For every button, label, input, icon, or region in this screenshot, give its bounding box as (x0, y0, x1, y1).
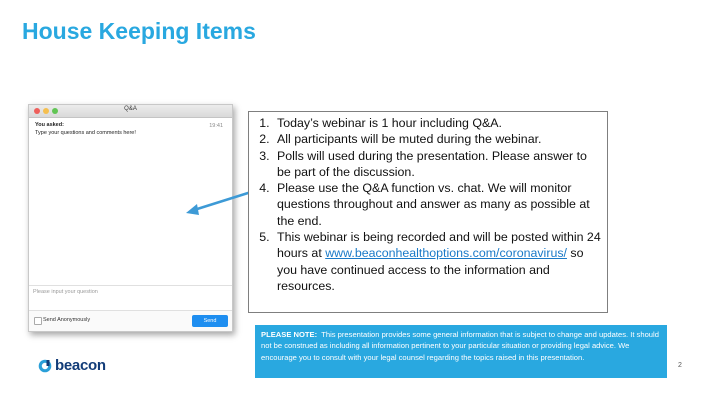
housekeeping-list (249, 112, 607, 294)
qa-asker-label: You asked: (35, 122, 64, 128)
note-body: This presentation provides some general information that is subject to change and updates. It should not be construed as including all information pertinent to your particular situation or providing legal advice. We encourage you to consult with your legal counsel regarding the topics raised in this presentation. (261, 330, 659, 362)
send-anonymously-label[interactable]: Send Anonymously (43, 317, 91, 323)
list-item: 3. Polls will used during the presentation. Please answer to be part of the discussion. (273, 148, 601, 181)
logo-text: beacon (55, 357, 106, 374)
qa-message-text: Type your questions and comments here! (35, 130, 136, 136)
send-anonymously-checkbox[interactable] (34, 317, 42, 325)
disclaimer-note (255, 325, 667, 378)
note-lead: PLEASE NOTE: (261, 330, 318, 339)
list-item: 4. Please use the Q&A function vs. chat. We will monitor questions throughout and answer as many as possible at the end. (273, 180, 601, 229)
page-number: 2 (678, 362, 682, 369)
list-item-text: This webinar is being recorded and will be posted within 24 hours at (277, 230, 601, 261)
question-input-placeholder: Please input your question (33, 289, 98, 295)
housekeeping-list-box (248, 111, 608, 313)
beacon-logo-icon (38, 359, 52, 373)
pointer-arrow-icon (180, 188, 250, 218)
send-button[interactable]: Send (192, 315, 228, 327)
coronavirus-resources-link[interactable]: www.beaconhealthoptions.com/coronavirus/ (325, 246, 567, 261)
list-item-text: so you have continued access to the information and resources. (277, 246, 584, 293)
slide-title: House Keeping Items (22, 18, 256, 44)
qa-window (28, 104, 233, 332)
qa-window-title: Q&A (124, 106, 137, 112)
qa-titlebar (29, 105, 232, 118)
list-item: 2. All participants will be muted during the webinar. (273, 131, 601, 147)
list-item: 1. Today’s webinar is 1 hour including Q&A. (273, 115, 601, 131)
qa-message-time: 19:41 (209, 123, 223, 129)
list-item (273, 229, 601, 294)
qa-footer (29, 310, 232, 331)
